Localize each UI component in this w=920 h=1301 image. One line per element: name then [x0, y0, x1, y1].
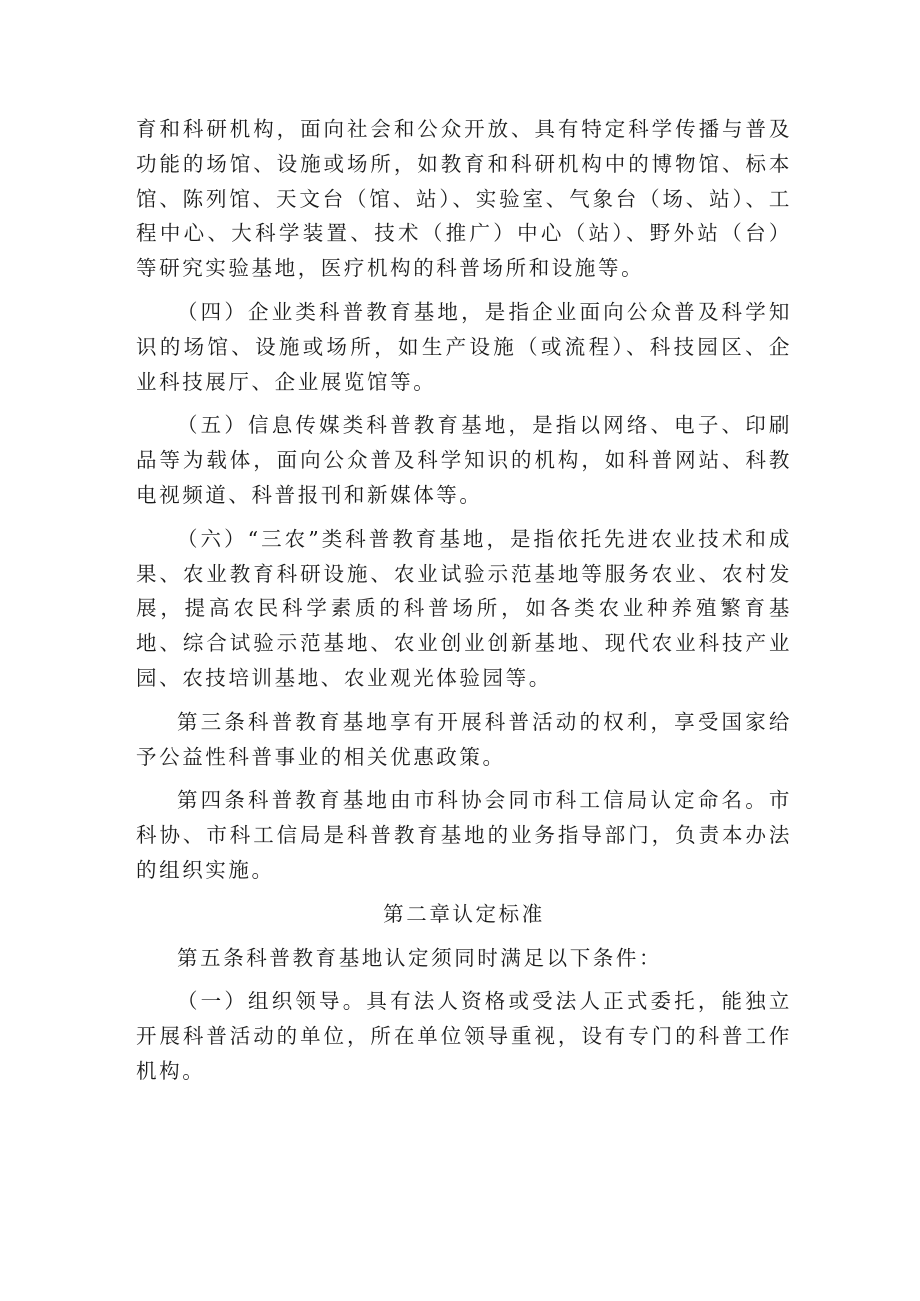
- paragraph-continuation: 育和科研机构，面向社会和公众开放、具有特定科学传播与普及功能的场馆、设施或场所，如教育和科研机构中的博物馆、标本馆、陈列馆、天文台（馆、站）、实验室、气象台（场、站）、工程中心、大科学装置、技术（推广）中心（站）、野外站（台）等研究实验基地，医疗机构的科普场所和设施等。: [136, 117, 792, 281]
- document-body: [136, 112, 792, 1098]
- paragraph-agriculture-base: （六）“三农”类科普教育基地，是指依托先进农业技术和成果、农业教育科研设施、农业试验示范基地等服务农业、农村发展，提高农民科学素质的科普场所，如各类农业种养殖繁育基地、综合试验示范基地、农业创业创新基地、现代农业科技产业园、农技培训基地、农业观光体验园等。: [136, 526, 792, 690]
- paragraph-enterprise-base: （四）企业类科普教育基地，是指企业面向公众普及科学知识的场馆、设施或场所，如生产设施（或流程）、科技园区、企业科技展厅、企业展览馆等。: [136, 299, 792, 394]
- paragraph-article-3: 第三条科普教育基地享有开展科普活动的权利，享受国家给予公益性科普事业的相关优惠政策。: [136, 709, 792, 769]
- paragraph-criteria-1: （一）组织领导。具有法人资格或受法人正式委托，能独立开展科普活动的单位，所在单位领导重视，设有专门的科普工作机构。: [136, 989, 792, 1083]
- paragraph-article-5: 第五条科普教育基地认定须同时满足以下条件：: [177, 945, 663, 970]
- paragraph-article-4: 第四条科普教育基地由市科协会同市科工信局认定命名。市科协、市科工信局是科普教育基地的业务指导部门，负责本办法的组织实施。: [136, 788, 792, 882]
- paragraph-media-base: （五）信息传媒类科普教育基地，是指以网络、电子、印刷品等为载体，面向公众普及科学知识的机构，如科普网站、科教电视频道、科普报刊和新媒体等。: [136, 413, 792, 507]
- chapter-heading: 第二章认定标准: [383, 901, 545, 926]
